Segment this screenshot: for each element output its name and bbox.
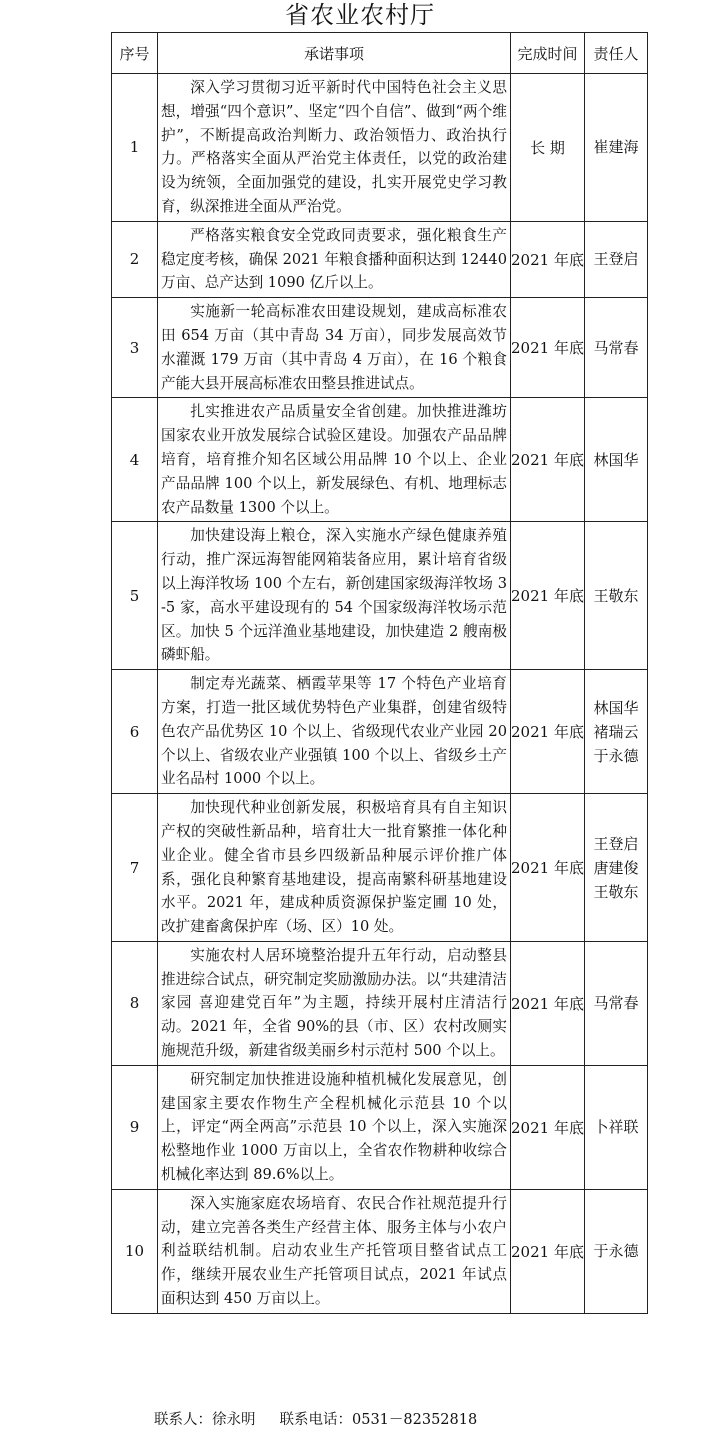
row-deadline: 2021 年底 [511, 670, 585, 794]
table-row [112, 74, 648, 222]
table-row [112, 670, 648, 794]
row-responsible [585, 794, 648, 942]
page-title: 省农业农村厅 [285, 1, 435, 29]
responsible-person: 崔建海 [593, 138, 639, 157]
column-header-content: 承诺事项 [158, 33, 511, 74]
column-header-person: 责任人 [585, 33, 648, 74]
row-responsible [585, 1189, 648, 1313]
row-deadline: 2021 年底 [511, 221, 585, 297]
row-commitment: 实施新一轮高标准农田建设规划，建成高标准农田 654 万亩（其中青岛 34 万亩），同步发展高效节水灌溉 179 万亩（其中青岛 4 万亩），在 16 个粮食产能大县开展高标准农田整县推进试点。 [158, 298, 511, 398]
responsible-person: 王登启 [593, 250, 639, 269]
column-header-seq: 序号 [112, 33, 158, 74]
column-header-time: 完成时间 [511, 33, 585, 74]
row-responsible [585, 298, 648, 398]
responsible-person: 王敬东 [593, 882, 639, 901]
row-deadline: 2021 年底 [511, 1189, 585, 1313]
row-seq: 2 [112, 221, 158, 297]
row-commitment: 深入学习贯彻习近平新时代中国特色社会主义思想，增强“四个意识”、坚定“四个自信”、做到“两个维护”，不断提高政治判断力、政治领悟力、政治执行力。严格落实全面从严治党主体责任，以党的政治建设为统领，全面加强党的建设，扎实开展党史学习教育，纵深推进全面从严治党。 [158, 74, 511, 222]
responsible-person: 褚瑞云 [593, 722, 639, 741]
row-deadline: 2021 年底 [511, 1065, 585, 1189]
responsible-person: 于永德 [593, 1242, 639, 1261]
row-seq: 10 [112, 1189, 158, 1313]
row-commitment: 制定寿光蔬菜、栖霞苹果等 17 个特色产业培育方案，打造一批区域优势特色产业集群，创建省级特色农产品优势区 10 个以上、省级现代农业产业园 20 个以上、省级农业产业强镇 100 个以上、省级乡土产业名品村 1000 个以上。 [158, 670, 511, 794]
row-responsible [585, 670, 648, 794]
table-row [112, 398, 648, 522]
row-responsible [585, 398, 648, 522]
row-responsible [585, 941, 648, 1065]
table-row [112, 941, 648, 1065]
table-row [112, 1065, 648, 1189]
responsible-person: 王登启 [593, 834, 639, 853]
row-commitment: 深入实施家庭农场培育、农民合作社规范提升行动，建立完善各类生产经营主体、服务主体与小农户利益联结机制。启动农业生产托管项目整省试点工作，继续开展农业生产托管项目试点，2021 年试点面积达到 450 万亩以上。 [158, 1189, 511, 1313]
responsible-person: 于永德 [593, 746, 639, 765]
table-row [112, 298, 648, 398]
contact-info [154, 1410, 477, 1430]
row-commitment: 实施农村人居环境整治提升五年行动，启动整县推进综合试点，研究制定奖励激励办法。以“共建清洁家园 喜迎建党百年”为主题，持续开展村庄清洁行动。2021 年，全省 90%的县（市、区）农村改厕实施规范升级，新建省级美丽乡村示范村 500 个以上。 [158, 941, 511, 1065]
responsible-person: 王敬东 [593, 586, 639, 605]
responsible-person: 唐建俊 [593, 858, 639, 877]
row-seq: 1 [112, 74, 158, 222]
row-commitment: 加快建设海上粮仓，深入实施水产绿色健康养殖行动，推广深远海智能网箱装备应用，累计培育省级以上海洋牧场 100 个左右，新创建国家级海洋牧场 3-5 家，高水平建设现有的 54 个国家级海洋牧场示范区。加快 5 个远洋渔业基地建设，加快建造 2 艘南极磷虾船。 [158, 522, 511, 670]
row-deadline: 2021 年底 [511, 398, 585, 522]
row-seq: 8 [112, 941, 158, 1065]
row-seq: 6 [112, 670, 158, 794]
row-responsible [585, 522, 648, 670]
row-commitment: 严格落实粮食安全党政同责要求，强化粮食生产稳定度考核，确保 2021 年粮食播种面积达到 12440 万亩、总产达到 1090 亿斤以上。 [158, 221, 511, 297]
row-seq: 5 [112, 522, 158, 670]
table-row [112, 221, 648, 297]
row-responsible [585, 74, 648, 222]
table-row [112, 522, 648, 670]
row-responsible [585, 221, 648, 297]
row-seq: 4 [112, 398, 158, 522]
responsible-person: 卜祥联 [593, 1118, 639, 1137]
table-row [112, 1189, 648, 1313]
row-commitment: 研究制定加快推进设施种植机械化发展意见，创建国家主要农作物生产全程机械化示范县 10 个以上，评定“两全两高”示范县 10 个以上，深入实施深松整地作业 1000 万亩以上，全省农作物耕种收综合机械化率达到 89.6%以上。 [158, 1065, 511, 1189]
responsible-person: 林国华 [593, 698, 639, 717]
row-deadline: 2021 年底 [511, 298, 585, 398]
row-seq: 9 [112, 1065, 158, 1189]
row-responsible [585, 1065, 648, 1189]
row-seq: 3 [112, 298, 158, 398]
responsible-person: 林国华 [593, 450, 639, 469]
responsible-person: 马常春 [593, 994, 639, 1013]
row-deadline: 2021 年底 [511, 941, 585, 1065]
row-seq: 7 [112, 794, 158, 942]
contact-person: 联系人：徐永明 [154, 1412, 256, 1428]
row-commitment: 扎实推进农产品质量安全省创建。加快推进潍坊国家农业开放发展综合试验区建设。加强农产品品牌培育，培育推介知名区域公用品牌 10 个以上、企业产品品牌 100 个以上，新发展绿色、有机、地理标志农产品数量 1300 个以上。 [158, 398, 511, 522]
contact-phone: 联系电话：0531－82352818 [279, 1412, 478, 1428]
row-deadline: 2021 年底 [511, 522, 585, 670]
commitment-table [111, 32, 648, 1314]
row-deadline: 长 期 [511, 74, 585, 222]
row-deadline: 2021 年底 [511, 794, 585, 942]
table-header-row [112, 33, 648, 74]
responsible-person: 马常春 [593, 338, 639, 357]
table-row [112, 794, 648, 942]
row-commitment: 加快现代种业创新发展，积极培育具有自主知识产权的突破性新品种，培育壮大一批育繁推一体化种业企业。健全省市县乡四级新品种展示评价推广体系，强化良种繁育基地建设，提高南繁科研基地建设水平。2021 年，建成种质资源保护鉴定圃 10 处，改扩建畜禽保护库（场、区）10 处。 [158, 794, 511, 942]
